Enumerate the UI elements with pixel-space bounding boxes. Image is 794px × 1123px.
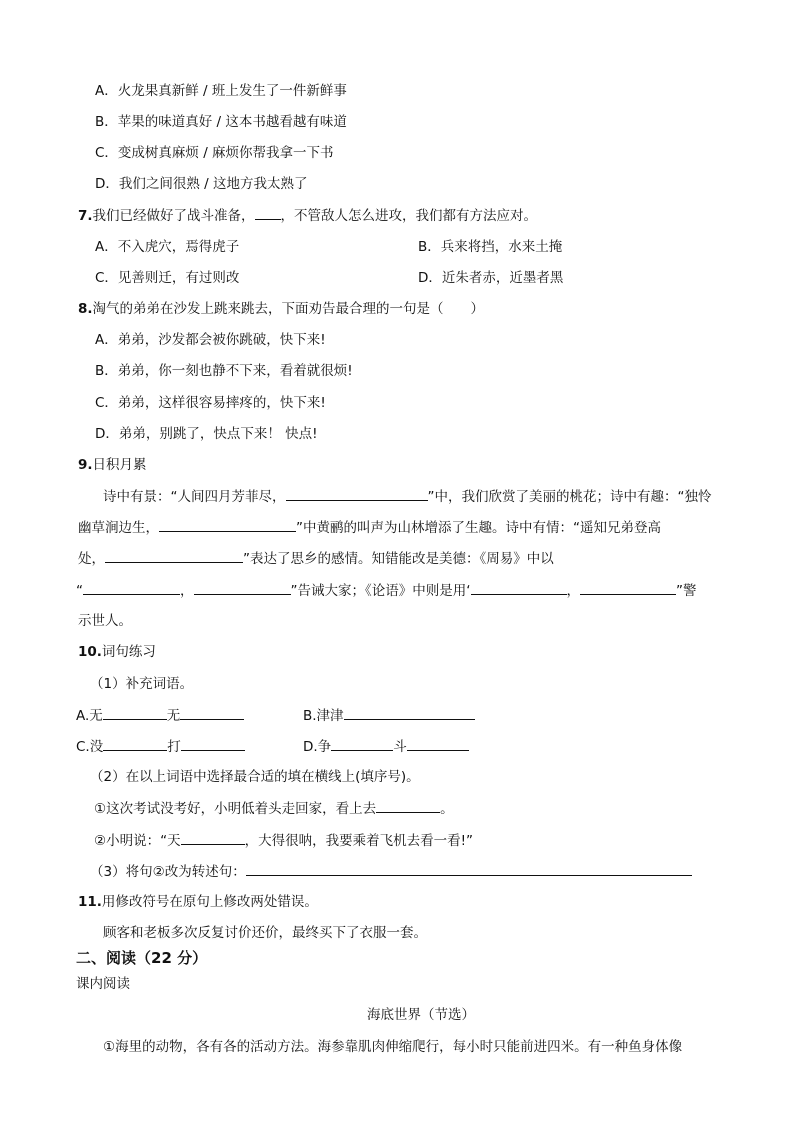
q9-text: ”中，我们欣赏了美丽的桃花；诗中有趣：“独怜 [427, 489, 712, 505]
q10-sentence-1 [94, 798, 454, 819]
q10-text: ，大得很呐，我要乘着飞机去看一看!” [244, 833, 474, 849]
passage-paragraph-1: ①海里的动物，各有各的活动方法。海参靠肌肉伸缩爬行，每小时只能前进四米。有一种鱼身体像 [103, 1039, 683, 1055]
q10-blank-b[interactable] [344, 705, 475, 720]
q10-sub3 [90, 861, 692, 882]
q9-text: “ [76, 583, 83, 599]
q8-option-b: B．弟弟，你一刻也静不下来，看着就很烦! [95, 363, 353, 379]
section-2-title: 二、阅读（22 分） [76, 949, 208, 967]
q9-blank-3[interactable] [105, 548, 243, 563]
q10-number: 10. [78, 644, 102, 660]
q9-blank-4[interactable] [83, 580, 180, 595]
q10-text: 无 [166, 708, 181, 724]
q7-option-c: C．见善则迁，有过则改 [95, 270, 240, 286]
q9-text: 处， [78, 551, 105, 567]
q10-blank-sub3[interactable] [246, 861, 692, 876]
q7-stem-a: 我们已经做好了战斗准备， [92, 208, 255, 224]
q7-option-a: A．不入虎穴，焉得虎子 [95, 239, 240, 255]
q10-blank-s2[interactable] [181, 830, 245, 845]
q10-blank-s1[interactable] [376, 798, 440, 813]
q6-option-c: C．变成树真麻烦 / 麻烦你帮我拿一下书 [95, 145, 334, 161]
q8-number: 8. [78, 301, 93, 317]
q10-text: ①这次考试没考好，小明低着头走回家，看上去 [94, 801, 377, 817]
q10-blank-d2[interactable] [407, 736, 469, 751]
q9-number: 9. [78, 457, 93, 473]
q10-sub1: （1）补充词语。 [90, 676, 194, 692]
q10-blank-a2[interactable] [180, 705, 244, 720]
q11-sentence: 顾客和老板多次反复讨价还价，最终买下了衣服一套。 [103, 925, 427, 941]
passage-title: 海底世界（节选） [367, 1007, 475, 1023]
q10-sentence-2 [94, 830, 473, 851]
q10-title: 词句练习 [101, 644, 156, 660]
q10-sub2: （2）在以上词语中选择最合适的填在横线上(填序号)。 [90, 769, 420, 785]
section-2-subtitle: 课内阅读 [76, 976, 130, 992]
q10-heading [78, 642, 156, 662]
q7-stem [78, 205, 537, 226]
q10-text: C.没 [76, 739, 104, 755]
q10-word-c [76, 736, 245, 757]
q10-text: （3）将句②改为转述句： [90, 864, 246, 880]
q8-option-d: D．弟弟，别跳了，快点下来！ 快点! [95, 426, 318, 442]
q8-option-c: C．弟弟，这样很容易摔疼的，快下来! [95, 395, 326, 411]
q9-line-2 [78, 517, 661, 538]
q10-word-a [76, 705, 244, 726]
q10-blank-c1[interactable] [103, 736, 167, 751]
q10-blank-d1[interactable] [331, 736, 393, 751]
q10-text: 。 [440, 801, 454, 817]
q10-text: 打 [167, 739, 181, 755]
q8-stem [78, 299, 484, 319]
q10-text: D.争 [303, 739, 332, 755]
q9-line-1 [103, 486, 712, 507]
q11-stem-text: 用修改符号在原句上修改两处错误。 [101, 894, 318, 910]
q9-text: ， [180, 583, 194, 599]
q8-stem-text: 淘气的弟弟在沙发上跳来跳去，下面劝告最合理的一句是（ ） [92, 301, 485, 317]
q9-text: ”中黄鹂的叫声为山林增添了生趣。诗中有情：“遥知兄弟登高 [296, 520, 661, 536]
q7-stem-b: ，不管敌人怎么进攻，我们都有方法应对。 [280, 208, 538, 224]
q6-option-d: D．我们之间很熟 / 这地方我太熟了 [95, 176, 308, 192]
q9-text: ”警 [676, 583, 697, 599]
q9-line-3 [78, 548, 554, 569]
q7-option-d: D．近朱者赤，近墨者黑 [418, 270, 564, 286]
q9-text: 幽草涧边生， [78, 520, 159, 536]
q11-number: 11. [78, 894, 102, 910]
q9-text: 诗中有景：“人间四月芳菲尽， [103, 489, 286, 505]
q10-text: 斗 [393, 739, 407, 755]
q9-heading [78, 455, 147, 475]
q7-option-b: B．兵来将挡，水来土掩 [418, 239, 563, 255]
q10-text: ②小明说：“天 [94, 833, 181, 849]
q6-option-a: A．火龙果真新鲜 / 班上发生了一件新鲜事 [95, 83, 347, 99]
q8-option-a: A．弟弟，沙发都会被你跳破，快下来! [95, 332, 326, 348]
q9-text: ， [566, 583, 581, 599]
q9-text: ”告诫大家；《论语》中则是用‘ [290, 583, 471, 599]
q9-blank-1[interactable] [286, 486, 428, 501]
q9-title: 日积月累 [92, 457, 147, 473]
q9-text: ”表达了思乡的感情。知错能改是美德：《周易》中以 [243, 551, 554, 567]
q10-blank-a1[interactable] [103, 705, 167, 720]
q10-word-b [303, 705, 475, 726]
q9-blank-2[interactable] [159, 517, 296, 532]
q9-blank-6[interactable] [471, 580, 567, 595]
q9-line-4 [76, 580, 697, 601]
q9-blank-5[interactable] [194, 580, 291, 595]
q7-number: 7. [78, 208, 93, 224]
q10-text: A.无 [76, 708, 103, 724]
q10-blank-c2[interactable] [181, 736, 245, 751]
q10-word-d [303, 736, 469, 757]
q11-stem [78, 892, 318, 912]
q9-blank-7[interactable] [580, 580, 676, 595]
q9-line-5: 示世人。 [78, 613, 132, 629]
q10-text: B.津津 [303, 708, 344, 724]
q7-blank[interactable] [255, 205, 281, 220]
q6-option-b: B．苹果的味道真好 / 这本书越看越有味道 [95, 114, 347, 130]
